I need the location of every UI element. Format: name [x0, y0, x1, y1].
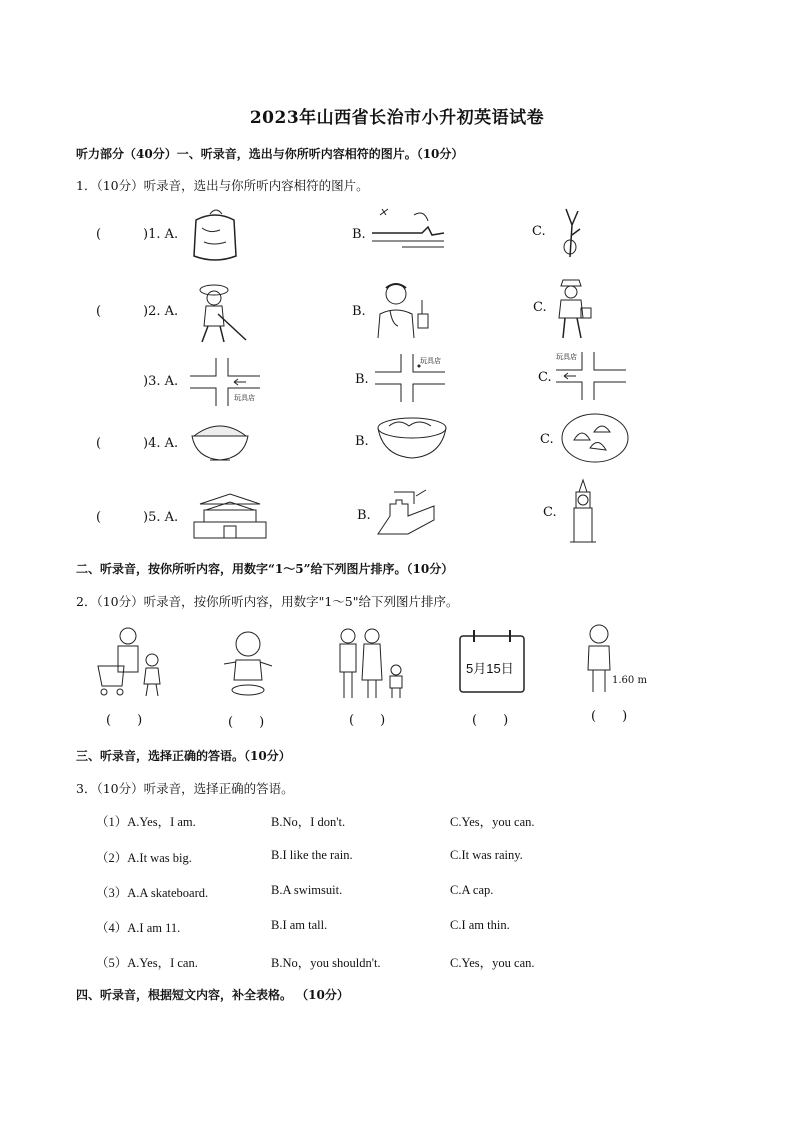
twig-picture [560, 205, 582, 260]
broken-branch-picture [372, 207, 447, 249]
q3-option-b[interactable]: B.I am tall. [271, 918, 328, 932]
order-paren[interactable]: ( ) [106, 713, 143, 728]
toy-shop-label: 玩具店 [420, 357, 441, 365]
order-paren[interactable]: ( ) [591, 709, 628, 724]
q3-option-b[interactable]: B.No，I don't. [271, 815, 346, 829]
shopping-cart-picture [94, 626, 168, 698]
order-paren[interactable]: ( ) [228, 715, 265, 730]
q3-option-c[interactable]: C.Yes，you can. [450, 956, 535, 970]
order-paren[interactable]: ( ) [349, 713, 386, 728]
q3-option-b[interactable]: B.I like the rain. [271, 848, 353, 862]
q3-option-a[interactable]: （1）A.Yes，I am. [96, 815, 196, 829]
q3-option-c[interactable]: C.A cap. [450, 883, 494, 897]
answer-paren[interactable]: ( [96, 510, 102, 525]
q3-stem: 3．（10分）听录音，选择正确的答语。 [76, 781, 294, 796]
tall-boy-picture [584, 624, 614, 696]
part4-header: 四、听录音，根据短文内容，补全表格。 （10分） [76, 988, 349, 1002]
q3-option-a[interactable]: （4）A.I am 11. [96, 921, 181, 935]
dumplings-picture [560, 412, 630, 464]
option-a-label: )3. A. [143, 374, 179, 389]
option-b-label: B. [352, 304, 366, 319]
doctor-picture [372, 280, 432, 340]
part2-header: 二、听录音，按你所听内容，用数字“1～5”给下列图片排序。（10分） [76, 562, 454, 576]
q3-option-a[interactable]: （2）A.It was big. [96, 851, 192, 865]
postman-picture [553, 274, 595, 340]
q3-option-a[interactable]: （5）A.Yes，I can. [96, 956, 198, 970]
option-b-label: B. [352, 227, 366, 242]
q3-option-c[interactable]: C.Yes，you can. [450, 815, 535, 829]
option-c-label: C. [533, 300, 547, 315]
option-a-label: )5. A. [143, 510, 179, 525]
skating-child-picture [222, 630, 274, 698]
q3-option-c[interactable]: C.It was rainy. [450, 848, 523, 862]
tiananmen-picture [190, 490, 270, 540]
option-c-label: C. [538, 370, 552, 385]
option-b-label: B. [355, 434, 369, 449]
q3-option-b[interactable]: B.A swimsuit. [271, 883, 343, 897]
q1-stem: 1．（10分）听录音，选出与你所听内容相符的图片。 [76, 178, 369, 193]
q3-option-b[interactable]: B.No，you shouldn't. [271, 956, 381, 970]
option-b-label: B. [355, 372, 369, 387]
noodle-bowl-picture [375, 412, 449, 462]
part1-header: 听力部分（40分）一、听录音，选出与你所听内容相符的图片。（10分） [76, 147, 464, 161]
answer-paren[interactable]: ( [96, 436, 102, 451]
option-a-label: )2. A. [143, 304, 179, 319]
sack-picture [190, 208, 240, 263]
toy-shop-label: 玩具店 [234, 394, 255, 402]
answer-paren[interactable]: ( [96, 227, 102, 242]
calendar-date: 5月15日 [466, 661, 514, 676]
option-a-label: )1. A. [143, 227, 179, 242]
great-wall-picture [376, 486, 436, 538]
option-a-label: )4. A. [143, 436, 179, 451]
part3-header: 三、听录音，选择正确的答语。（10分） [76, 749, 291, 763]
rice-bowl-picture [190, 416, 250, 462]
height-label: 1.60 m [612, 675, 647, 686]
option-c-label: C. [543, 505, 557, 520]
q2-stem: 2．（10分）听录音，按你所听内容，用数字"1～5"给下列图片排序。 [76, 594, 459, 609]
q3-option-a[interactable]: （3）A.A skateboard. [96, 886, 209, 900]
option-c-label: C. [532, 224, 546, 239]
family-picture [334, 626, 408, 700]
q3-option-c[interactable]: C.I am thin. [450, 918, 510, 932]
option-b-label: B. [357, 508, 371, 523]
order-paren[interactable]: ( ) [472, 713, 509, 728]
big-ben-picture [566, 478, 600, 546]
option-c-label: C. [540, 432, 554, 447]
answer-paren[interactable]: ( [96, 304, 102, 319]
page-title: 2023年山西省长治市小升初英语试卷 [249, 108, 545, 128]
cleaner-picture [190, 282, 250, 344]
toy-shop-label: 玩具店 [556, 353, 577, 361]
